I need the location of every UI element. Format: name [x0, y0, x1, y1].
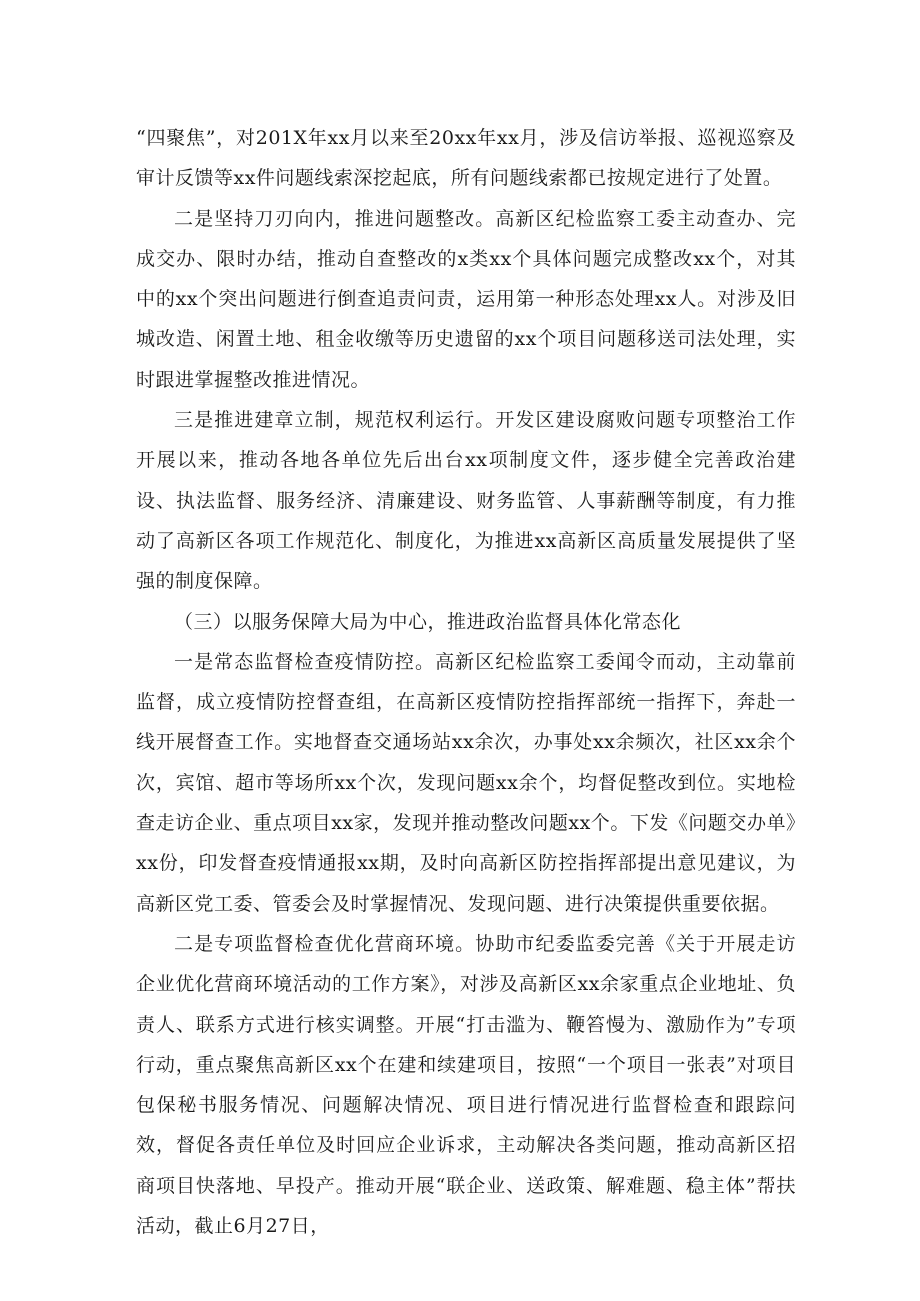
document-body [136, 118, 796, 1246]
paragraph-2: 二是坚持刀刃向内，推进问题整改。高新区纪检监察工委主动查办、完成交办、限时办结，推动自查整改的x类xx个具体问题完成整改xx个，对其中的xx个突出问题进行倒查追责问责，运用第一种形态处理xx人。对涉及旧城改造、闲置土地、租金收缴等历史遗留的xx个项目问题移送司法处理，实时跟进掌握整改推进情况。 [136, 207, 796, 391]
paragraph-6: 二是专项监督检查优化营商环境。协助市纪委监委完善《关于开展走访企业优化营商环境活动的工作方案》，对涉及高新区xx余家重点企业地址、负责人、联系方式进行核实调整。开展“打击滥为、鞭笞慢为、激励作为”专项行动，重点聚焦高新区xx个在建和续建项目，按照“一个项目一张表”对项目包保秘书服务情况、问题解决情况、项目进行情况进行监督检查和跟踪问效，督促各责任单位及时回应企业诉求，主动解决各类问题，推动高新区招商项目快落地、早投产。推动开展“联企业、送政策、解难题、稳主体”帮扶活动，截止6月27日， [136, 932, 796, 1238]
paragraph-3: 三是推进建章立制，规范权利运行。开发区建设腐败问题专项整治工作开展以来，推动各地各单位先后出台xx项制度文件，逐步健全完善政治建设、执法监督、服务经济、清廉建设、财务监管、人事薪酬等制度，有力推动了高新区各项工作规范化、制度化，为推进xx高新区高质量发展提供了坚强的制度保障。 [136, 409, 796, 593]
section-heading-3: （三）以服务保障大局为中心，推进政治监督具体化常态化 [174, 610, 682, 633]
paragraph-1: “四聚焦”，对201X年xx月以来至20xx年xx月，涉及信访举报、巡视巡察及审计反馈等xx件问题线索深挖起底，所有问题线索都已按规定进行了处置。 [136, 127, 796, 190]
paragraph-5: 一是常态监督检查疫情防控。高新区纪检监察工委闻令而动，主动靠前监督，成立疫情防控督查组，在高新区疫情防控指挥部统一指挥下，奔赴一线开展督查工作。实地督查交通场站xx余次，办事处xx余频次，社区xx余个次，宾馆、超市等场所xx个次，发现问题xx余个，均督促整改到位。实地检查走访企业、重点项目xx家，发现并推动整改问题xx个。下发《问题交办单》xx份，印发督查疫情通报xx期，及时向高新区防控指挥部提出意见建议，为高新区党工委、管委会及时掌握情况、发现问题、进行决策提供重要依据。 [136, 650, 796, 915]
